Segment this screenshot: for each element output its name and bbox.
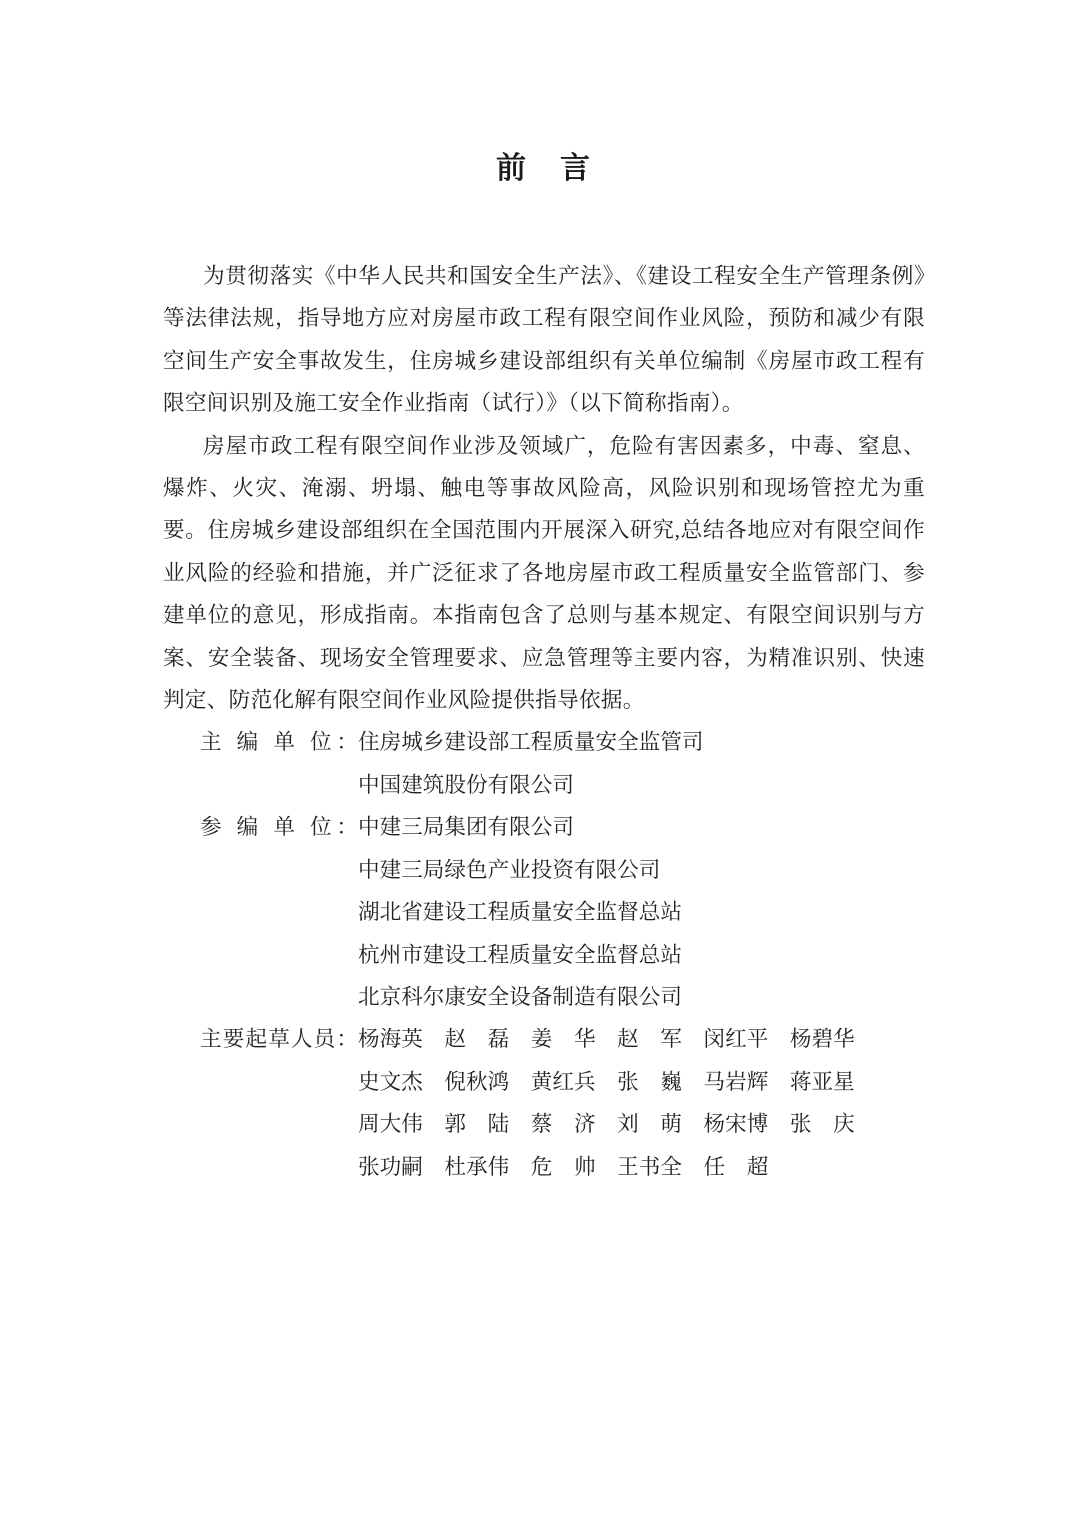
credit-label-empty xyxy=(200,849,358,891)
credit-label-empty xyxy=(200,1061,358,1103)
credit-label-empty xyxy=(200,976,358,1018)
credit-value: 住房城乡建设部工程质量安全监管司 xyxy=(358,730,704,755)
page-title: 前 言 xyxy=(496,152,592,185)
page-content xyxy=(163,0,925,1188)
credit-label-co-editor: 参 编 单 位： xyxy=(200,815,358,840)
credit-row-co-editor xyxy=(163,806,925,848)
credit-value: 中建三局绿色产业投资有限公司 xyxy=(358,857,661,882)
credit-value: 史文杰 倪秋鸿 黄红兵 张 巍 马岩辉 蒋亚星 xyxy=(358,1069,855,1094)
credit-row-chief-editor xyxy=(163,721,925,763)
credit-value: 中建三局集团有限公司 xyxy=(358,815,574,840)
credit-label-empty xyxy=(200,764,358,806)
credit-label-empty xyxy=(200,934,358,976)
credit-value: 北京科尔康安全设备制造有限公司 xyxy=(358,984,682,1009)
credit-row xyxy=(163,849,925,891)
credit-row xyxy=(163,891,925,933)
credit-row-drafters xyxy=(163,1018,925,1060)
credit-row xyxy=(163,976,925,1018)
credit-row xyxy=(163,1146,925,1188)
credit-row xyxy=(163,1103,925,1145)
credit-value: 湖北省建设工程质量安全监督总站 xyxy=(358,900,682,925)
credit-value: 杨海英 赵 磊 姜 华 赵 军 闵红平 杨碧华 xyxy=(358,1027,855,1052)
paragraph-intro: 为贯彻落实《中华人民共和国安全生产法》、《建设工程安全生产管理条例》等法律法规，指导地方应对房屋市政工程有限空间作业风险，预防和减少有限空间生产安全事故发生，住房城乡建设部组织有关单位编制《房屋市政工程有限空间识别及施工安全作业指南（试行）》（以下简称指南）。 xyxy=(163,264,925,416)
credit-label-empty xyxy=(200,1146,358,1188)
paragraph-overview: 房屋市政工程有限空间作业涉及领域广，危险有害因素多，中毒、窒息、爆炸、火灾、淹溺、坍塌、触电等事故风险高，风险识别和现场管控尤为重要。住房城乡建设部组织在全国范围内开展深入研究,总结各地应对有限空间作业风险的经验和措施，并广泛征求了各地房屋市政工程质量安全监管部门、参建单位的意见，形成指南。本指南包含了总则与基本规定、有限空间识别与方案、安全装备、现场安全管理要求、应急管理等主要内容，为精准识别、快速判定、防范化解有限空间作业风险提供指导依据。 xyxy=(163,433,925,713)
credit-row xyxy=(163,764,925,806)
credit-row xyxy=(163,934,925,976)
credit-label-empty xyxy=(200,1103,358,1145)
credit-row xyxy=(163,1061,925,1103)
credit-label-drafters: 主要起草人员： xyxy=(200,1027,358,1052)
credits-section xyxy=(163,721,925,1187)
credit-value: 张功嗣 杜承伟 危 帅 王书全 任 超 xyxy=(358,1154,769,1179)
credit-label-chief-editor: 主 编 单 位： xyxy=(200,730,358,755)
credit-value: 杭州市建设工程质量安全监督总站 xyxy=(358,942,682,967)
credit-value: 中国建筑股份有限公司 xyxy=(358,772,574,797)
credit-label-empty xyxy=(200,891,358,933)
credit-value: 周大伟 郭 陆 蔡 济 刘 萌 杨宋博 张 庆 xyxy=(358,1112,855,1137)
